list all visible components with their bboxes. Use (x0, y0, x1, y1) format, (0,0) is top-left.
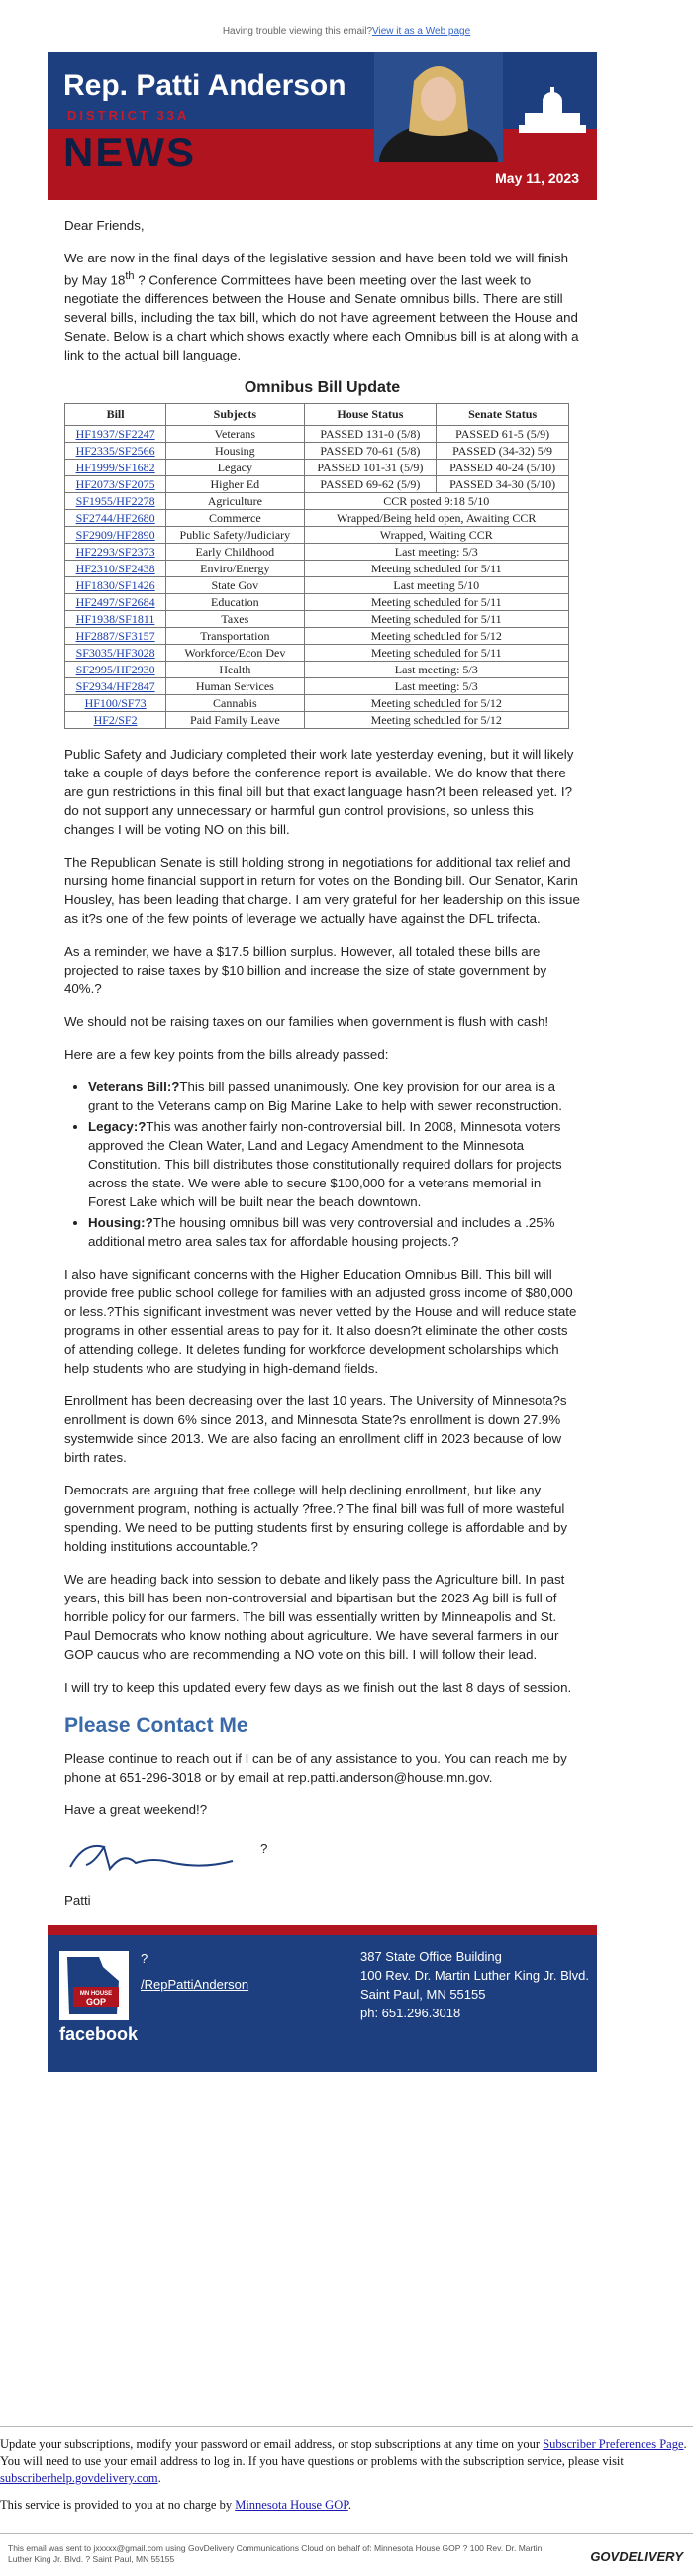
bill-link[interactable]: HF1999/SF1682 (75, 461, 155, 475)
table-header-cell: House Status (304, 404, 437, 426)
divider-top (0, 2426, 693, 2427)
signature (64, 1833, 580, 1877)
signoff: Patti (64, 1893, 91, 1908)
subject-cell: Early Childhood (166, 544, 304, 561)
senate-status-cell: PASSED 34-30 (5/10) (437, 476, 569, 493)
status-cell: Wrapped, Waiting CCR (304, 527, 569, 544)
preferences-link[interactable]: Subscriber Preferences Page (543, 2437, 684, 2451)
newsletter-footer (48, 1925, 597, 2072)
bill-cell (65, 493, 166, 510)
footer-red-band (48, 1925, 597, 1935)
bill-link[interactable]: HF2/SF2 (93, 713, 138, 728)
header-news: NEWS (63, 129, 196, 175)
bill-cell (65, 460, 166, 476)
key-point (88, 1117, 580, 1211)
table-body (65, 426, 569, 729)
subject-cell: Cannabis (166, 695, 304, 712)
bill-cell (65, 527, 166, 544)
status-cell: Last meeting: 5/3 (304, 678, 569, 695)
contact-heading: Please Contact Me (64, 1714, 248, 1738)
subscribe-text (0, 2436, 693, 2487)
body-paragraph: Here are a few key points from the bills already passed: (64, 1047, 389, 1063)
bill-cell (65, 645, 166, 662)
subscribe-t4: This service is provided to you at no charge by (0, 2498, 236, 2512)
footer-address (360, 1947, 589, 2022)
table-row (65, 628, 569, 645)
capitol-icon (515, 87, 590, 137)
key-point-label: Legacy:? (88, 1119, 147, 1135)
table-header-cell: Subjects (166, 404, 304, 426)
bill-cell (65, 594, 166, 611)
table-row (65, 695, 569, 712)
view-web-note (0, 26, 693, 37)
house-status-cell: PASSED 131-0 (5/8) (304, 426, 437, 443)
email-body (48, 200, 597, 1909)
bill-link[interactable]: SF2744/HF2680 (75, 511, 155, 526)
subject-cell: Education (166, 594, 304, 611)
bill-link[interactable]: HF100/SF73 (84, 696, 147, 711)
table-row (65, 645, 569, 662)
bill-link[interactable]: HF2335/SF2566 (75, 444, 155, 459)
bill-link[interactable]: SF2995/HF2930 (75, 663, 155, 677)
body-paragraph: I will try to keep this updated every few days as we finish out the last 8 days of session. (64, 1680, 572, 1696)
status-cell: Meeting scheduled for 5/11 (304, 561, 569, 577)
subject-cell: Health (166, 662, 304, 678)
bill-link[interactable]: HF2073/SF2075 (75, 477, 155, 492)
status-cell: Meeting scheduled for 5/11 (304, 594, 569, 611)
table-row (65, 443, 569, 460)
status-cell: Last meeting: 5/3 (304, 544, 569, 561)
paragraphs-a (64, 745, 580, 1064)
address-line: Saint Paul, MN 55155 (360, 1987, 486, 2003)
footer-q: ? (141, 1951, 148, 1967)
newsletter-header (48, 52, 597, 200)
subject-cell: Enviro/Energy (166, 561, 304, 577)
weekend-text: Have a great weekend!? (64, 1803, 208, 1818)
intro-sup: th (125, 270, 135, 282)
status-cell: Meeting scheduled for 5/12 (304, 628, 569, 645)
table-row (65, 561, 569, 577)
divider-bottom (0, 2533, 693, 2534)
subject-cell: Transportation (166, 628, 304, 645)
status-cell: Last meeting 5/10 (304, 577, 569, 594)
bill-link[interactable]: HF2293/SF2373 (75, 545, 155, 560)
omnibus-table (64, 403, 569, 729)
intro-paragraph (64, 249, 580, 364)
key-point (88, 1078, 580, 1115)
view-web-text: Having trouble viewing this email? (222, 26, 373, 37)
gop-logo-top: MN HOUSE (79, 1991, 113, 1998)
table-row (65, 611, 569, 628)
key-point-label: Veterans Bill:? (88, 1080, 180, 1095)
table-row (65, 527, 569, 544)
status-cell: Meeting scheduled for 5/12 (304, 712, 569, 729)
table-row (65, 577, 569, 594)
table-row (65, 678, 569, 695)
subject-cell: State Gov (166, 577, 304, 594)
key-point (88, 1213, 580, 1251)
bill-cell (65, 577, 166, 594)
bill-cell (65, 695, 166, 712)
table-title: Omnibus Bill Update (244, 379, 401, 397)
gop-link[interactable]: Minnesota House GOP (235, 2498, 348, 2512)
body-paragraph: As a reminder, we have a $17.5 billion surplus. However, all totaled these bills are projected to raise taxes by $10 billion and increase the size of state government by 40%.? (64, 944, 547, 997)
help-link[interactable]: subscriberhelp.govdelivery.com (0, 2471, 158, 2485)
bill-link[interactable]: HF2497/SF2684 (75, 595, 155, 610)
status-cell: Meeting scheduled for 5/11 (304, 645, 569, 662)
contact-text: Please continue to reach out if I can be of any assistance to you. You can reach me by phone at 651-296-3018 or by email at rep.patti.anderson@house.mn.gov. (64, 1751, 567, 1786)
bill-cell (65, 628, 166, 645)
gop-logo-bottom: GOP (85, 1997, 107, 2008)
header-title: Rep. Patti Anderson (63, 69, 346, 102)
bill-link[interactable]: HF1830/SF1426 (75, 578, 155, 593)
subject-cell: Housing (166, 443, 304, 460)
bill-cell (65, 611, 166, 628)
address-line: ph: 651.296.3018 (360, 2006, 461, 2021)
bill-cell (65, 678, 166, 695)
subject-cell: Legacy (166, 460, 304, 476)
bill-link[interactable]: HF2310/SF2438 (75, 562, 155, 576)
bill-link[interactable]: HF1938/SF1811 (75, 612, 155, 627)
subject-cell: Human Services (166, 678, 304, 695)
bill-link[interactable]: SF2934/HF2847 (75, 679, 155, 694)
signature-q: ? (260, 1841, 268, 1857)
subject-cell: Higher Ed (166, 476, 304, 493)
key-point-text: This bill passed unanimously. One key provision for our area is a grant to the Veterans camp on Big Marine Lake to help with sewer reconstruction. (88, 1080, 562, 1114)
subscription-footer (0, 2436, 693, 2524)
house-status-cell: PASSED 69-62 (5/9) (304, 476, 437, 493)
header-district: DISTRICT 33A (67, 108, 190, 123)
table-row (65, 662, 569, 678)
bill-cell (65, 662, 166, 678)
subject-cell: Commerce (166, 510, 304, 527)
subscribe-t3: . (157, 2471, 161, 2485)
status-cell: Meeting scheduled for 5/12 (304, 695, 569, 712)
bill-link[interactable]: SF1955/HF2278 (75, 494, 155, 509)
body-paragraph: I also have significant concerns with the Higher Education Omnibus Bill. This bill will provide free public school college for families with an adjusted gross income of $80,000 or less.?This significant investment was never vetted by the House and will reduce state programs in other essential areas to pay for it. It also doesn?t eliminate the other costs of attending college. It deletes funding for workforce development scholarships which help students who are studying in high-demand fields. (64, 1267, 577, 1377)
view-web-link[interactable]: View it as a Web page (372, 26, 471, 37)
senate-status-cell: PASSED 40-24 (5/10) (437, 460, 569, 476)
bill-link[interactable]: HF2887/SF3157 (75, 629, 155, 644)
body-paragraph: Democrats are arguing that free college will help declining enrollment, but like any government program, nothing is actually ?free.? The final bill was full of more wasteful spending. We need to be putting students first by ensuring college is affordable and by holding institutions accountable.? (64, 1483, 568, 1555)
key-point-text: The housing omnibus bill was very controversial and includes a .25% additional metro area sales tax for affordable housing projects.? (88, 1215, 555, 1250)
status-cell: Wrapped/Being held open, Awaiting CCR (304, 510, 569, 527)
body-paragraph: Public Safety and Judiciary completed their work late yesterday evening, but it will likely take a couple of days before the conference report is available. We do know that there are gun restrictions in this final bill but that exact language hasn?t been released yet. I?do not support any unnecessary or harmful gun control provisions, so unless this changes I will be voting NO on this bill. (64, 747, 574, 838)
signature-image (64, 1833, 252, 1877)
table-header-cell: Senate Status (437, 404, 569, 426)
sent-line: This email was sent to jxxxxx@gmail.com using GovDelivery Communications Cloud on behalf of: Minnesota House GOP ? 100 Rev. Dr. Martin Luther King Jr. Blvd. ? Saint Paul, MN 55155 (8, 2543, 543, 2564)
table-row (65, 426, 569, 443)
header-date: May 11, 2023 (495, 170, 579, 186)
table-row (65, 510, 569, 527)
subject-cell: Agriculture (166, 493, 304, 510)
status-cell: CCR posted 9:18 5/10 (304, 493, 569, 510)
bill-link[interactable]: SF3035/HF3028 (75, 646, 155, 661)
bill-cell (65, 426, 166, 443)
email-container (48, 52, 597, 2072)
subscribe-t2: . You will need to use your email address to log in. If you have questions or problems with the subscription service, please visit (0, 2437, 687, 2468)
subject-cell: Veterans (166, 426, 304, 443)
mn-gop-logo (59, 1951, 129, 2020)
house-status-cell: PASSED 70-61 (5/8) (304, 443, 437, 460)
house-status-cell: PASSED 101-31 (5/9) (304, 460, 437, 476)
bill-cell (65, 561, 166, 577)
bill-cell (65, 476, 166, 493)
facebook-label: facebook (59, 2024, 139, 2045)
bill-cell (65, 712, 166, 729)
subscribe-t1: Update your subscriptions, modify your password or email address, or stop subscriptions at any time on your (0, 2437, 544, 2451)
subject-cell: Taxes (166, 611, 304, 628)
table-row (65, 712, 569, 729)
table-header-row (65, 404, 569, 426)
status-cell: Meeting scheduled for 5/11 (304, 611, 569, 628)
facebook-link[interactable]: /RepPattiAnderson (141, 1977, 249, 1993)
address-line: 387 State Office Building (360, 1949, 502, 1965)
body-paragraph: The Republican Senate is still holding strong in negotiations for additional tax relief and nursing home financial support in return for votes on the Bonding bill. Our Senator, Karin Housley, has been leading that charge. I am very grateful for her leadership on this issue as it?s one of the few points of leverage we actually have against the DFL trifecta. (64, 855, 580, 927)
subscribe-t5: . (347, 2498, 351, 2512)
subject-cell: Paid Family Leave (166, 712, 304, 729)
govdelivery-logo: GOVDELIVERY (590, 2549, 683, 2564)
table-row (65, 493, 569, 510)
status-cell: Last meeting: 5/3 (304, 662, 569, 678)
table-row (65, 460, 569, 476)
bill-cell (65, 443, 166, 460)
body-paragraph: We are heading back into session to debate and likely pass the Agriculture bill. In past years, this bill has been non-controversial and bipartisan but the 2023 Ag bill is full of horrible policy for our farmers. The bill was essentially written by Minneapolis and St. Paul Democrats who know nothing about agriculture. We have several farmers in our GOP caucus who are recommending a NO vote on this bill. I will follow their lead. (64, 1572, 565, 1663)
table-row (65, 544, 569, 561)
bill-cell (65, 544, 166, 561)
bill-cell (65, 510, 166, 527)
paragraphs-b (64, 1265, 580, 1697)
senate-status-cell: PASSED 61-5 (5/9) (437, 426, 569, 443)
table-row (65, 476, 569, 493)
senate-status-cell: PASSED (34-32) 5/9 (437, 443, 569, 460)
bill-link[interactable]: HF1937/SF2247 (75, 427, 155, 442)
table-row (65, 594, 569, 611)
key-points-list (64, 1078, 580, 1251)
greeting: Dear Friends, (64, 218, 145, 233)
table-header-cell: Bill (65, 404, 166, 426)
intro-before: We are now in the final days of the legislative session and have been told we will finish by May 18 (64, 251, 569, 288)
key-point-text: This was another fairly non-controversial bill. In 2008, Minnesota voters approved the Clean Water, Land and Legacy Amendment to the Minnesota Constitution. This bill distributes those constitutionally required dollars for projects across the state. We were able to secure $100,000 for a veterans memorial in Forest Lake which will be built near the beach downtown. (88, 1119, 562, 1210)
body-paragraph: We should not be raising taxes on our families when government is flush with cash! (64, 1014, 549, 1030)
address-line: 100 Rev. Dr. Martin Luther King Jr. Blvd. (360, 1968, 589, 1984)
key-point-label: Housing:? (88, 1215, 153, 1231)
representative-photo (374, 52, 503, 162)
body-paragraph: Enrollment has been decreasing over the last 10 years. The University of Minnesota?s enrollment is down 6% since 2013, and Minnesota State?s enrollment is down 27.9% systemwide since 2013. We are also facing an enrollment cliff in 2023 because of low birth rates. (64, 1393, 567, 1466)
intro-after: ? Conference Committees have been meeting over the last week to negotiate the differences between the House and Senate omnibus bills. There are still several bills, including the tax bill, which do not have agreement between the House and Senate. Below is a chart which shows exactly where each Omnibus bill is at along with a link to the actual bill language. (64, 272, 579, 363)
provided-text (0, 2497, 693, 2514)
subject-cell: Public Safety/Judiciary (166, 527, 304, 544)
subject-cell: Workforce/Econ Dev (166, 645, 304, 662)
bill-link[interactable]: SF2909/HF2890 (75, 528, 155, 543)
